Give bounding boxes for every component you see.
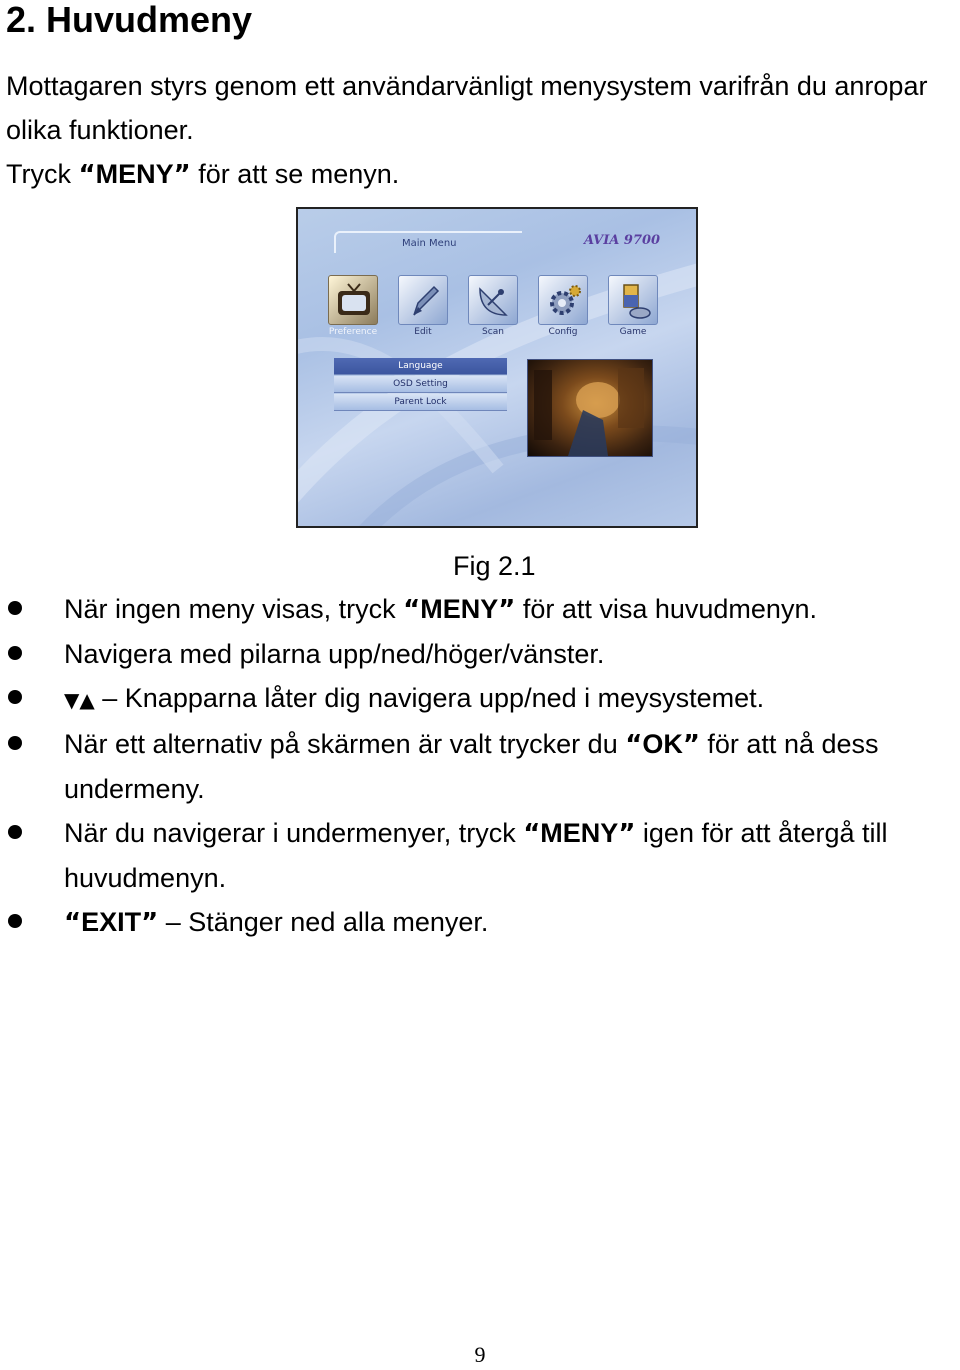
bullet-icon: [8, 646, 22, 660]
arrow-keys-icon: ▼▲: [64, 688, 95, 712]
pen-icon: [404, 281, 444, 321]
submenu-list: [334, 358, 507, 412]
bullet-icon: [8, 736, 22, 750]
menu-item-scan[interactable]: [464, 275, 522, 343]
submenu-item-osd-setting[interactable]: OSD Setting: [334, 376, 507, 393]
menu-item-config[interactable]: [534, 275, 592, 343]
menu-item-label: Config: [548, 327, 578, 337]
bullet-icon: [8, 690, 22, 704]
intro-instruction-pre: Tryck: [6, 159, 79, 189]
video-preview: [527, 359, 653, 457]
joystick-icon: [614, 281, 654, 321]
menu-item-label: Game: [619, 327, 647, 337]
menu-item-edit[interactable]: [394, 275, 452, 343]
list-item: Navigera med pilarna upp/ned/höger/vänster.: [0, 632, 960, 676]
instruction-list: [0, 587, 960, 945]
ok-key: OK: [642, 729, 683, 759]
menu-item-game[interactable]: [604, 275, 662, 343]
satellite-dish-icon: [474, 281, 514, 321]
main-menu-screenshot: [296, 207, 698, 528]
intro-instruction-post: för att se menyn.: [190, 159, 400, 189]
intro-paragraph: Mottagaren styrs genom ett användarvänligt menysystem varifrån du anropar olika funktioner.: [6, 71, 928, 145]
submenu-item-parent-lock[interactable]: Parent Lock: [334, 394, 507, 411]
meny-key: MENY: [95, 159, 174, 189]
list-item: ▼▲ – Knapparna låter dig navigera upp/ned i meysystemet.: [0, 676, 960, 722]
menu-title: Main Menu: [402, 238, 457, 249]
brand-logo: AVIA 9700: [584, 233, 661, 248]
exit-key: EXIT: [81, 907, 142, 937]
menu-item-label: Edit: [414, 327, 432, 337]
intro-text: [6, 64, 946, 197]
menu-item-preference[interactable]: [324, 275, 382, 343]
submenu-item-language[interactable]: Language: [334, 358, 507, 375]
intro-instruction: Tryck “MENY” för att se menyn.: [6, 159, 400, 190]
meny-key: MENY: [420, 594, 499, 624]
menu-item-label: Scan: [482, 327, 504, 337]
menu-icon-row: [324, 275, 664, 345]
list-item: När ett alternativ på skärmen är valt trycker du “OK” för att nå dess undermeny.: [0, 722, 960, 811]
list-item: När ingen meny visas, tryck “MENY” för att visa huvudmenyn.: [0, 587, 960, 632]
tv-icon: [334, 281, 374, 321]
page-number: 9: [474, 1342, 486, 1367]
menu-item-label: Preference: [328, 327, 378, 337]
list-item: När du navigerar i undermenyer, tryck “MENY” igen för att återgå till huvudmenyn.: [0, 811, 960, 900]
figure-caption: Fig 2.1: [453, 551, 536, 581]
bullet-icon: [8, 914, 22, 928]
bullet-icon: [8, 601, 22, 615]
page-heading: 2. Huvudmeny: [6, 0, 253, 40]
preview-image-icon: [528, 360, 652, 456]
list-item: “EXIT” – Stänger ned alla menyer.: [0, 900, 960, 945]
meny-key: MENY: [540, 818, 619, 848]
bullet-icon: [8, 825, 22, 839]
gear-icon: [544, 281, 584, 321]
